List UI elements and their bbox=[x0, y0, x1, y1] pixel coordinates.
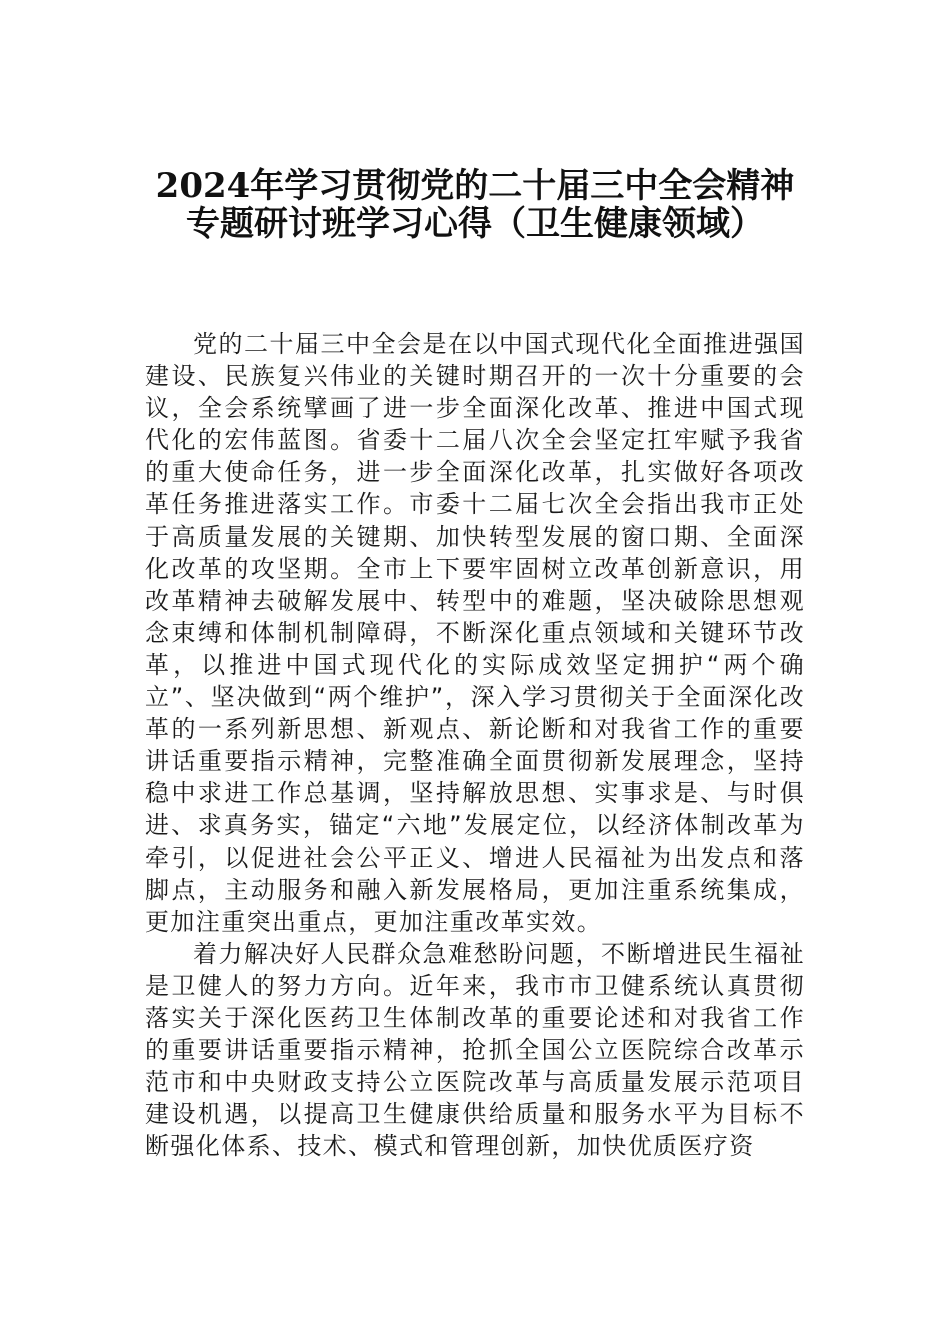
paragraph: 党的二十届三中全会是在以中国式现代化全面推进强国建设、民族复兴伟业的关键时期召开的一次十分重要的会议，全会系统擘画了进一步全面深化改革、推进中国式现代化的宏伟蓝图。省委十二届八次全会坚定扛牢赋予我省的重大使命任务，进一步全面深化改革，扎实做好各项改革任务推进落实工作。市委十二届七次全会指出我市正处于高质量发展的关键期、加快转型发展的窗口期、全面深化改革的攻坚期。全市上下要牢固树立改革创新意识，用改革精神去破解发展中、转型中的难题，坚决破除思想观念束缚和体制机制障碍，不断深化重点领域和关键环节改革，以推进中国式现代化的实际成效坚定拥护“两个确立”、坚决做到“两个维护”，深入学习贯彻关于全面深化改革的一系列新思想、新观点、新论断和对我省工作的重要讲话重要指示精神，完整准确全面贯彻新发展理念，坚持稳中求进工作总基调，坚持解放思想、实事求是、与时俱进、求真务实，锚定“六地”发展定位，以经济体制改革为牵引，以促进社会公平正义、增进人民福祉为出发点和落脚点，主动服务和融入新发展格局，更加注重系统集成，更加注重突出重点，更加注重改革实效。 bbox=[145, 330, 805, 936]
document-body bbox=[145, 328, 805, 1162]
paragraph: 着力解决好人民群众急难愁盼问题，不断增进民生福祉是卫健人的努力方向。近年来，我市市卫健系统认真贯彻落实关于深化医药卫生体制改革的重要论述和对我省工作的重要讲话重要指示精神，抢抓全国公立医院综合改革示范市和中央财政支持公立医院改革与高质量发展示范项目建设机遇，以提高卫生健康供给质量和服务水平为目标不断强化体系、技术、模式和管理创新，加快优质医疗资 bbox=[145, 939, 805, 1161]
document-title-line-2: 专题研讨班学习心得（卫生健康领域） bbox=[186, 204, 764, 244]
document-title-line-1: 2024年学习贯彻党的二十届三中全会精神 bbox=[155, 166, 795, 206]
